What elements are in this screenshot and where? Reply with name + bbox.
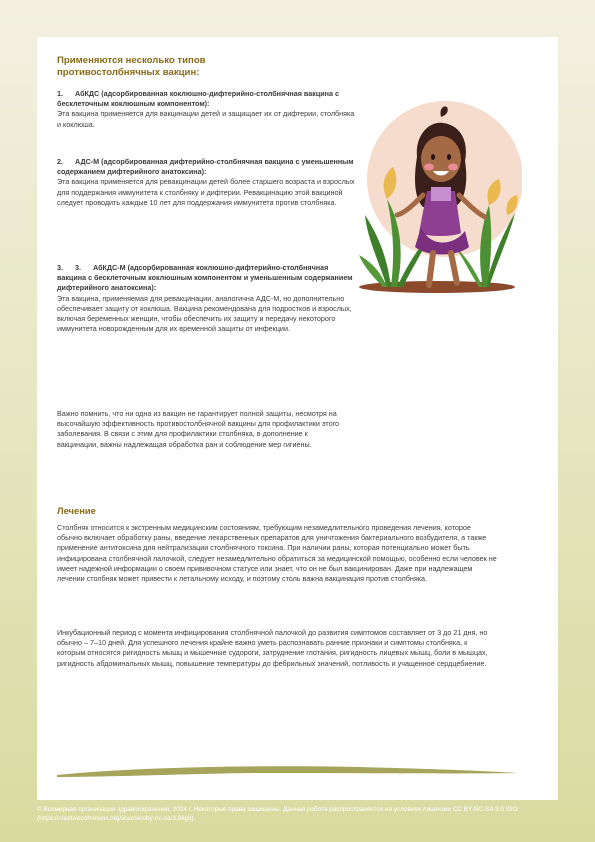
vaccine-item-3 bbox=[57, 263, 357, 334]
important-note: Важно помнить, что ни одна из вакцин не гарантирует полной защиты, несмотря на высочайшую эффективность противостолбнячной вакцины для профилактики этого заболевания. В связи с этим для профилактики столбняка, в дополнение к вакцинации, важны надлежащая обработка ран и соблюдение мер гигиены. bbox=[57, 409, 340, 449]
vaccine-item-1 bbox=[57, 89, 357, 130]
item-number: 3. bbox=[57, 263, 63, 272]
item-subnumber: 3. bbox=[75, 263, 81, 272]
item-heading: АДС-М (адсорбированная дифтерийно-столбнячная вакцина с уменьшенным содержанием дифтерийного анатоксина): bbox=[57, 157, 354, 177]
item-heading: АбКДС-М (адсорбированная коклюшно-дифтерийно-столбнячная вакцина с бесклеточным коклюшным компонентом и уменьшенным содержанием дифтерийного анатоксина): bbox=[57, 263, 353, 293]
treatment-paragraph-2: Инкубационный период с момента инфицирования столбнячной палочкой до развития симптомов составляет от 3 до 21 дня, но обычно – 7–10 дней. Для успешного лечения крайне важно уметь распознавать ранние признаки и симптомы столбняка, к которым относятся ригидность мышц и мышечные судороги, затруднение глотания, ригидность лицевых мышц, боли в мышцах, ригидность абдоминальных мышц, повышение температуры до фебрильных значений, потливость и учащенное сердцебиение. bbox=[57, 628, 488, 668]
item-body: Эта вакцина, применяемая для ревакцинации, аналогична АДС-М, но дополнительно обеспечивает защиту от коклюша. Вакцина рекомендована для подростков и взрослых, включая беременных женщин, чтобы обеспечить их защиту и передачу некоторого иммунитета новорожденным для их временной защиты от инфекции. bbox=[57, 293, 352, 334]
section-title: Лечение bbox=[57, 505, 96, 516]
content-card bbox=[37, 37, 558, 800]
treatment-paragraph-1: Столбняк относится к экстренным медицинским состояниям, требующим незамедлительного проведения лечения, которое обычно включает обработку раны, введение лекарственных препаратов для уничтожения бактериального возбудителя, а также применение антитоксина для нейтрализации столбнячного токсина. При наличии раны, которая потенциально может быть инфицирована столбнячной палочкой, следует незамедлительно обратиться за медицинской помощью, особенно если человек не имеет надежной информации о своем прививочном статусе или знает, что он не был вакцинирован. Даже при надлежащем лечении столбняк может привести к летальному исходу, и поэтому столь важна вакцинация против столбняка. bbox=[57, 523, 497, 584]
item-number: 2. bbox=[57, 157, 63, 166]
item-number: 1. bbox=[57, 89, 63, 98]
girl-illustration bbox=[357, 87, 522, 302]
page-title: Применяются несколько типов противостолбнячных вакцин: bbox=[57, 55, 206, 79]
item-body: Эта вакцина применяется для ревакцинации детей более старшего возраста и взрослых для поддержания иммунитета к столбняку и дифтерии. Ревакцинацию этой вакциной следует проводить каждые 10 лет для поддержания иммунитета против столбняка. bbox=[57, 177, 355, 207]
copyright-footer: © Всемирная организация здравоохранения, 2024 г. Некоторые права защищены. Данная работа распространяется на условиях лицензии CC BY-NC-SA 3.0 IGO (https://creativecommons.org/licenses/by-nc-sa/3.0/igo). bbox=[37, 806, 518, 822]
vaccine-item-2 bbox=[57, 157, 357, 208]
brush-stroke-divider bbox=[57, 765, 517, 779]
item-heading: АбКДС (адсорбированная коклюшно-дифтерийно-столбнячная вакцина с бесклеточным коклюшным компонентом): bbox=[57, 89, 340, 109]
item-body: Эта вакцина применяется для вакцинации детей и защищает их от дифтерии, столбняка и коклюша. bbox=[57, 109, 355, 129]
